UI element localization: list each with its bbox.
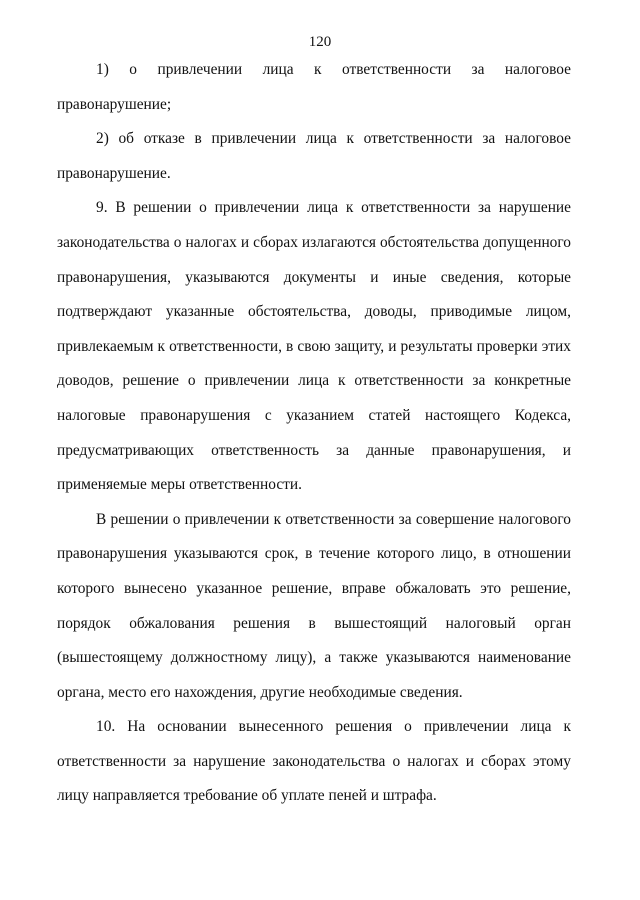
paragraph-item-1: 1) о привлечении лица к ответственности за налоговое правонарушение; (57, 61, 571, 113)
paragraph-clause-10: 10. На основании вынесенного решения о привлечении лица к ответственности за нарушение законодательства о налогах и сборах этому лицу направляется требование об уплате пеней и штрафа. (57, 718, 571, 805)
page-number: 120 (308, 34, 332, 50)
paragraph-item-2: 2) об отказе в привлечении лица к ответственности за налоговое правонарушение. (57, 130, 571, 182)
document-body (57, 53, 571, 814)
paragraph-clause-9: 9. В решении о привлечении лица к ответственности за нарушение законодательства о налогах и сборах излагаются обстоятельства допущенного правонарушения, указываются документы и иные сведения, которые подтверждают указанные обстоятельства, доводы, приводимые лицом, привлекаемым к ответственности, в свою защиту, и результаты проверки этих доводов, решение о привлечении лица к ответственности за конкретные налоговые правонарушения с указанием статей настоящего Кодекса, предусматривающих ответственность за данные правонарушения, и применяемые меры ответственности. (57, 199, 571, 494)
paragraph-decision-details: В решении о привлечении к ответственности за совершение налогового правонарушения указываются срок, в течение которого лицо, в отношении которого вынесено указанное решение, вправе обжаловать это решение, порядок обжалования решения в вышестоящий налоговый орган (вышестоящему должностному лицу), а также указываются наименование органа, место его нахождения, другие необходимые сведения. (57, 510, 571, 701)
